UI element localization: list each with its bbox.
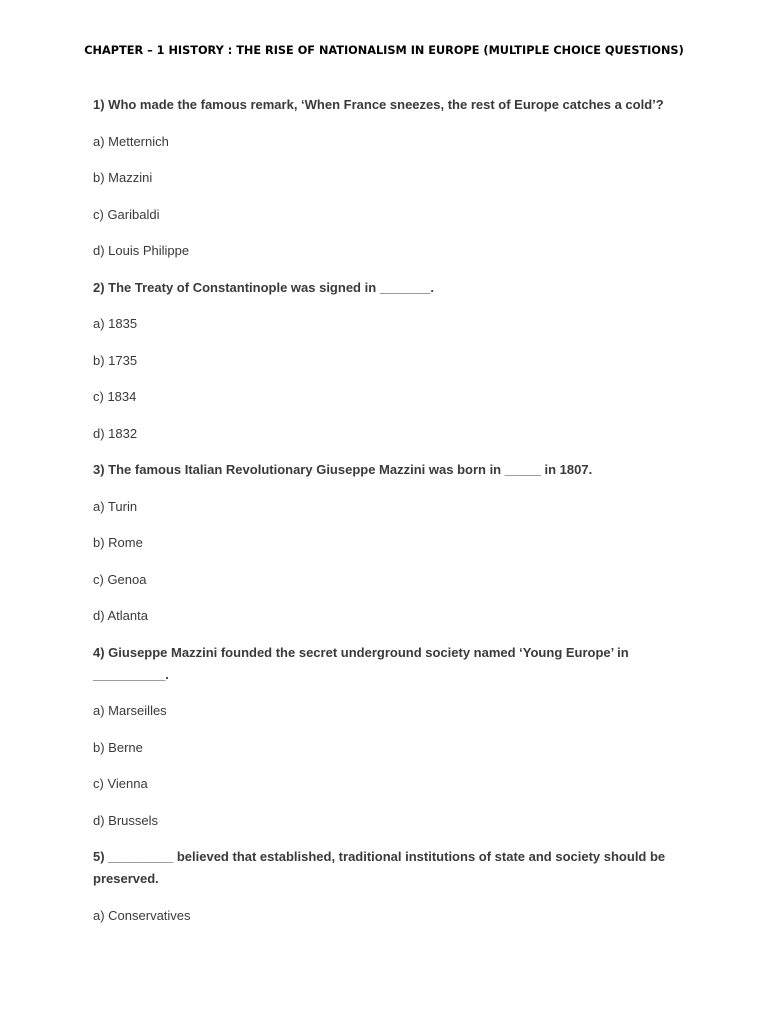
question-3-option-d: d) Atlanta: [93, 608, 148, 623]
question-4-option-b: b) Berne: [93, 739, 143, 755]
question-1-option-c: c) Garibaldi: [93, 206, 160, 222]
question-4: 4) Giuseppe Mazzini founded the secret underground society named ‘Young Europe’ in __________.: [93, 644, 629, 682]
question-2-option-b: b) 1735: [93, 352, 138, 368]
question-3-option-c: c) Genoa: [93, 571, 147, 587]
question-4-option-a: a) Marseilles: [93, 703, 167, 718]
question-2-option-a: a) 1835: [93, 316, 138, 331]
question-4-option-d: d) Brussels: [93, 812, 159, 828]
question-1: 1) Who made the famous remark, ‘When France sneezes, the rest of Europe catches a cold’?: [93, 97, 664, 112]
question-1-option-d: d) Louis Philippe: [93, 243, 190, 258]
question-3: 3) The famous Italian Revolutionary Giuseppe Mazzini was born in _____ in 1807.: [93, 462, 593, 477]
question-2: 2) The Treaty of Constantinople was signed in _______.: [93, 279, 434, 295]
question-4-option-c: c) Vienna: [93, 776, 148, 791]
question-list: [93, 94, 673, 941]
question-3-option-a: a) Turin: [93, 498, 138, 514]
question-5: 5) _________ believed that established, traditional institutions of state and society should be preserved.: [93, 849, 666, 886]
question-2-option-d: d) 1832: [93, 425, 138, 441]
question-1-option-a: a) Metternich: [93, 133, 169, 149]
question-3-option-b: b) Rome: [93, 535, 143, 550]
question-2-option-c: c) 1834: [93, 389, 137, 404]
question-5-option-a: a) Conservatives: [93, 907, 191, 923]
question-1-option-b: b) Mazzini: [93, 170, 153, 185]
document-title: CHAPTER – 1 HISTORY : THE RISE OF NATIONALISM IN EUROPE (MULTIPLE CHOICE QUESTIONS): [84, 44, 684, 57]
